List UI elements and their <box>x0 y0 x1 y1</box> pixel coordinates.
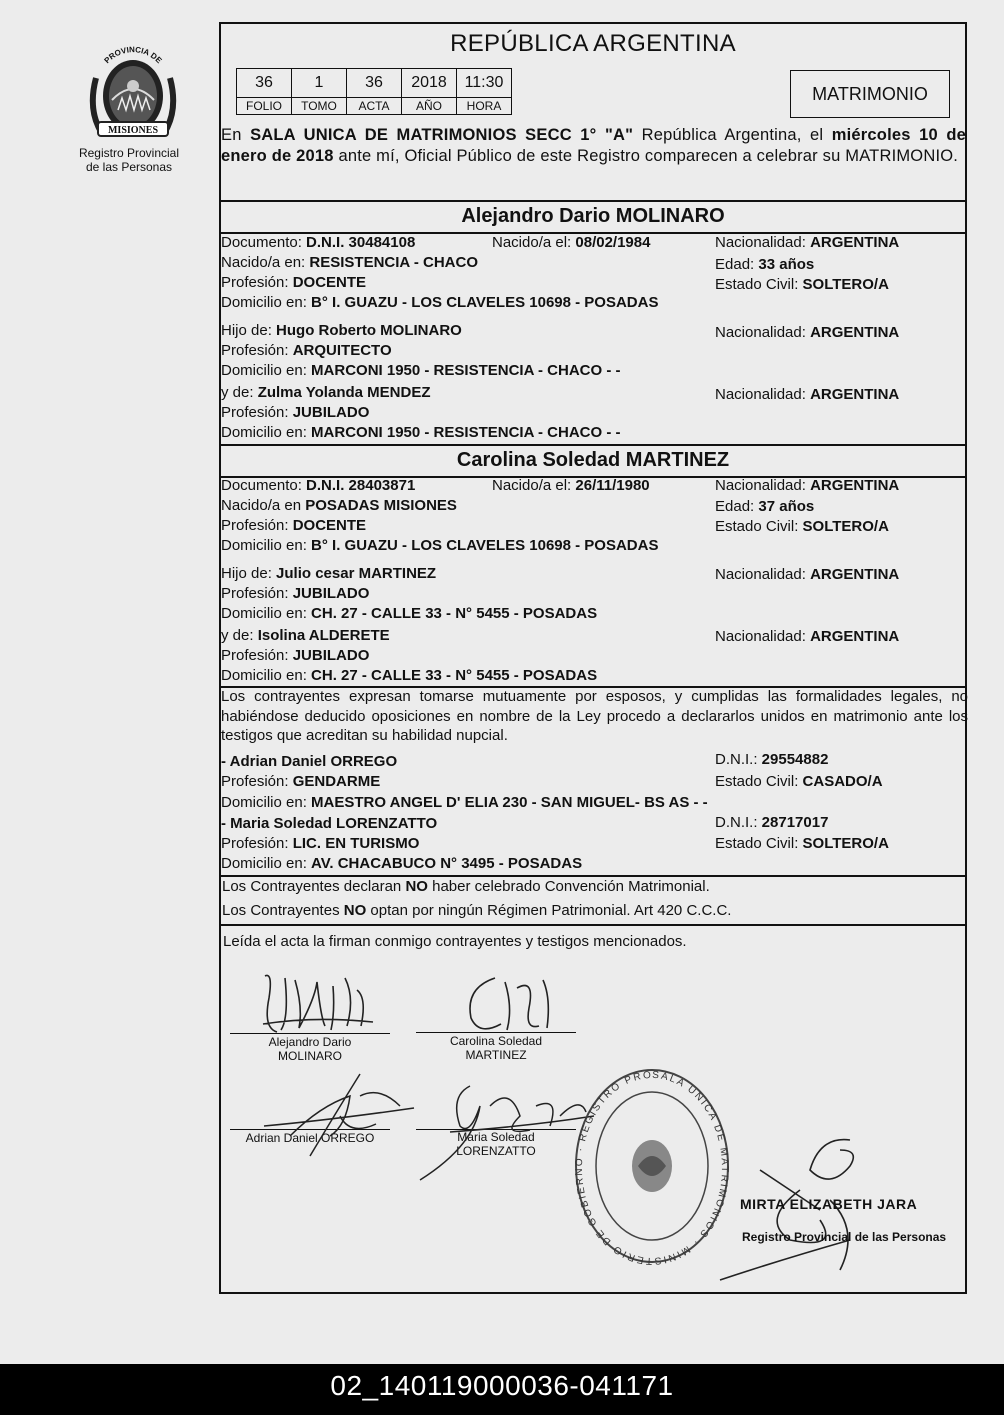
misiones-seal-logo <box>78 38 188 148</box>
witness2-profession: Profesión: LIC. EN TURISMO <box>221 835 420 852</box>
stamp-ring-text: SALA UNICA DE MATRIMONIOS · MINISTERIO DE GOBIERNO · REGISTRO PROVINCIAL DE LAS PERSONAS <box>557 1054 731 1267</box>
witness2-civil-status: Estado Civil: SOLTERO/A <box>715 835 889 852</box>
spouse2-nationality: Nacionalidad: ARGENTINA <box>715 477 900 494</box>
officer-name: MIRTA ELIZABETH JARA <box>740 1196 918 1212</box>
witness1-profession: Profesión: GENDARME <box>221 773 381 790</box>
patrimonial-regime-statement: Los Contrayentes NO optan por ningún Régimen Patrimonial. Art 420 C.C.C. <box>222 902 732 919</box>
tomo-label: TOMO <box>292 98 347 115</box>
witness2-address: Domicilio en: AV. CHACABUCO N° 3495 - POSADAS <box>221 855 583 872</box>
hora-value: 11:30 <box>457 69 512 98</box>
seal-text-bottom: MISIONES <box>107 125 159 136</box>
intro-text-2: República Argentina, el <box>633 126 832 144</box>
convention-statement: Los Contrayentes declaran NO haber celebrado Convención Matrimonial. <box>222 878 710 895</box>
spouse1-mother-profession: Profesión: JUBILADO <box>221 404 370 421</box>
intro-paragraph <box>221 125 966 167</box>
closing-text: Leída el acta la firman conmigo contrayentes y testigos mencionados. <box>223 933 687 950</box>
witness2-name: - Maria Soledad LORENZATTO <box>221 815 438 832</box>
signature-label-witness2: Maria Soledad LORENZATTO <box>456 1130 536 1158</box>
spouse2-mother-nationality: Nacionalidad: ARGENTINA <box>715 628 900 645</box>
spouse2-birthplace: Nacido/a en POSADAS MISIONES <box>221 497 457 514</box>
witness1-civil-status: Estado Civil: CASADO/A <box>715 773 883 790</box>
spouse2-address: Domicilio en: B° I. GUAZU - LOS CLAVELES 10698 - POSADAS <box>221 537 659 554</box>
spouse1-birthdate: Nacido/a el: 08/02/1984 <box>492 234 651 251</box>
spouse1-document: Documento: D.N.I. 30484108 <box>221 234 416 251</box>
divider <box>219 875 967 877</box>
document-id-bar: 02_140119000036-041171 <box>0 1364 1004 1415</box>
spouse1-name: Alejandro Dario MOLINARO <box>461 205 725 227</box>
folio-label: FOLIO <box>237 98 292 115</box>
signature-scribble-witness1 <box>250 1066 420 1176</box>
spouse1-address: Domicilio en: B° I. GUAZU - LOS CLAVELES 10698 - POSADAS <box>221 294 659 311</box>
spouse2-profession: Profesión: DOCENTE <box>221 517 367 534</box>
ceremony-date: miércoles 10 de enero de 2018 <box>221 126 966 165</box>
spouse1-birthplace: Nacido/a en: RESISTENCIA - CHACO <box>221 254 479 271</box>
intro-text-1: En <box>221 126 251 144</box>
country-title: REPÚBLICA ARGENTINA <box>450 30 736 57</box>
signature-scribble-spouse1 <box>255 968 385 1048</box>
spouse1-profession: Profesión: DOCENTE <box>221 274 367 291</box>
spouse2-father-profession: Profesión: JUBILADO <box>221 585 370 602</box>
spouse2-age: Edad: 37 años <box>715 498 815 515</box>
divider <box>219 200 967 202</box>
spouse2-father-address: Domicilio en: CH. 27 - CALLE 33 - N° 5455 - POSADAS <box>221 605 598 622</box>
act-type-box: MATRIMONIO <box>790 70 950 118</box>
officer-organization: Registro Provincial de las Personas <box>742 1230 947 1244</box>
divider <box>219 444 967 446</box>
spouse2-father: Hijo de: Julio cesar MARTINEZ <box>221 565 437 582</box>
spouse2-mother-profession: Profesión: JUBILADO <box>221 647 370 664</box>
acta-label: ACTA <box>347 98 402 115</box>
witness1-address: Domicilio en: MAESTRO ANGEL D' ELIA 230 - SAN MIGUEL- BS AS - - <box>221 794 708 811</box>
hora-label: HORA <box>457 98 512 115</box>
witness1-name: - Adrian Daniel ORREGO <box>221 753 398 770</box>
spouse1-age: Edad: 33 años <box>715 256 815 273</box>
spouse1-mother-nationality: Nacionalidad: ARGENTINA <box>715 386 900 403</box>
spouse2-civil-status: Estado Civil: SOLTERO/A <box>715 518 889 535</box>
seal-text-top: PROVINCIA DE <box>102 45 164 66</box>
logo-caption <box>60 146 198 174</box>
logo-caption-line1: Registro Provincial <box>78 146 180 160</box>
tomo-value: 1 <box>292 69 347 98</box>
spouse2-name: Carolina Soledad MARTINEZ <box>456 449 730 471</box>
spouse1-mother: y de: Zulma Yolanda MENDEZ <box>221 384 431 401</box>
acta-value: 36 <box>347 69 402 98</box>
spouse2-document: Documento: D.N.I. 28403871 <box>221 477 416 494</box>
logo-caption-line2: de las Personas <box>85 160 173 174</box>
witness2-dni: D.N.I.: 28717017 <box>715 814 829 831</box>
spouse2-mother: y de: Isolina ALDERETE <box>221 627 390 644</box>
witness1-dni: D.N.I.: 29554882 <box>715 751 829 768</box>
signature-label-spouse2: Carolina Soledad MARTINEZ <box>449 1034 543 1062</box>
spouse1-father-address: Domicilio en: MARCONI 1950 - RESISTENCIA - CHACO - - <box>221 362 621 379</box>
spouse1-father-profession: Profesión: ARQUITECTO <box>221 342 392 359</box>
declaration-text: Los contrayentes expresan tomarse mutuamente por esposos, y cumplidas las formalidades legales, no habiéndose deducido oposiciones en nombre de la Ley procedo a declararlos unidos en matrimonio ante los testigos que acreditan su habilidad nupcial. <box>221 688 968 744</box>
spouse1-father: Hijo de: Hugo Roberto MOLINARO <box>221 322 462 339</box>
divider <box>219 924 967 926</box>
anio-label: AÑO <box>402 98 457 115</box>
spouse1-nationality: Nacionalidad: ARGENTINA <box>715 234 900 251</box>
signature-label-witness1: Adrian Daniel ORREGO <box>245 1131 375 1145</box>
spouse1-civil-status: Estado Civil: SOLTERO/A <box>715 276 889 293</box>
signature-scribble-spouse2 <box>455 968 565 1048</box>
spouse1-father-nationality: Nacionalidad: ARGENTINA <box>715 324 900 341</box>
folio-value: 36 <box>237 69 292 98</box>
spouse2-birthdate: Nacido/a el: 26/11/1980 <box>492 477 650 494</box>
intro-text-3: ante mí, Oficial Público de este Registro comparecen a celebrar su MATRIMONIO. <box>333 147 959 165</box>
spouse2-mother-address: Domicilio en: CH. 27 - CALLE 33 - N° 5455 - POSADAS <box>221 667 598 684</box>
anio-value: 2018 <box>402 69 457 98</box>
registry-table <box>236 68 512 115</box>
signature-label-spouse1: Alejandro Dario MOLINARO <box>268 1035 352 1063</box>
spouse1-mother-address: Domicilio en: MARCONI 1950 - RESISTENCIA - CHACO - - <box>221 424 621 441</box>
spouse2-father-nationality: Nacionalidad: ARGENTINA <box>715 566 900 583</box>
office-name: SALA UNICA DE MATRIMONIOS SECC 1° "A" <box>250 126 634 144</box>
